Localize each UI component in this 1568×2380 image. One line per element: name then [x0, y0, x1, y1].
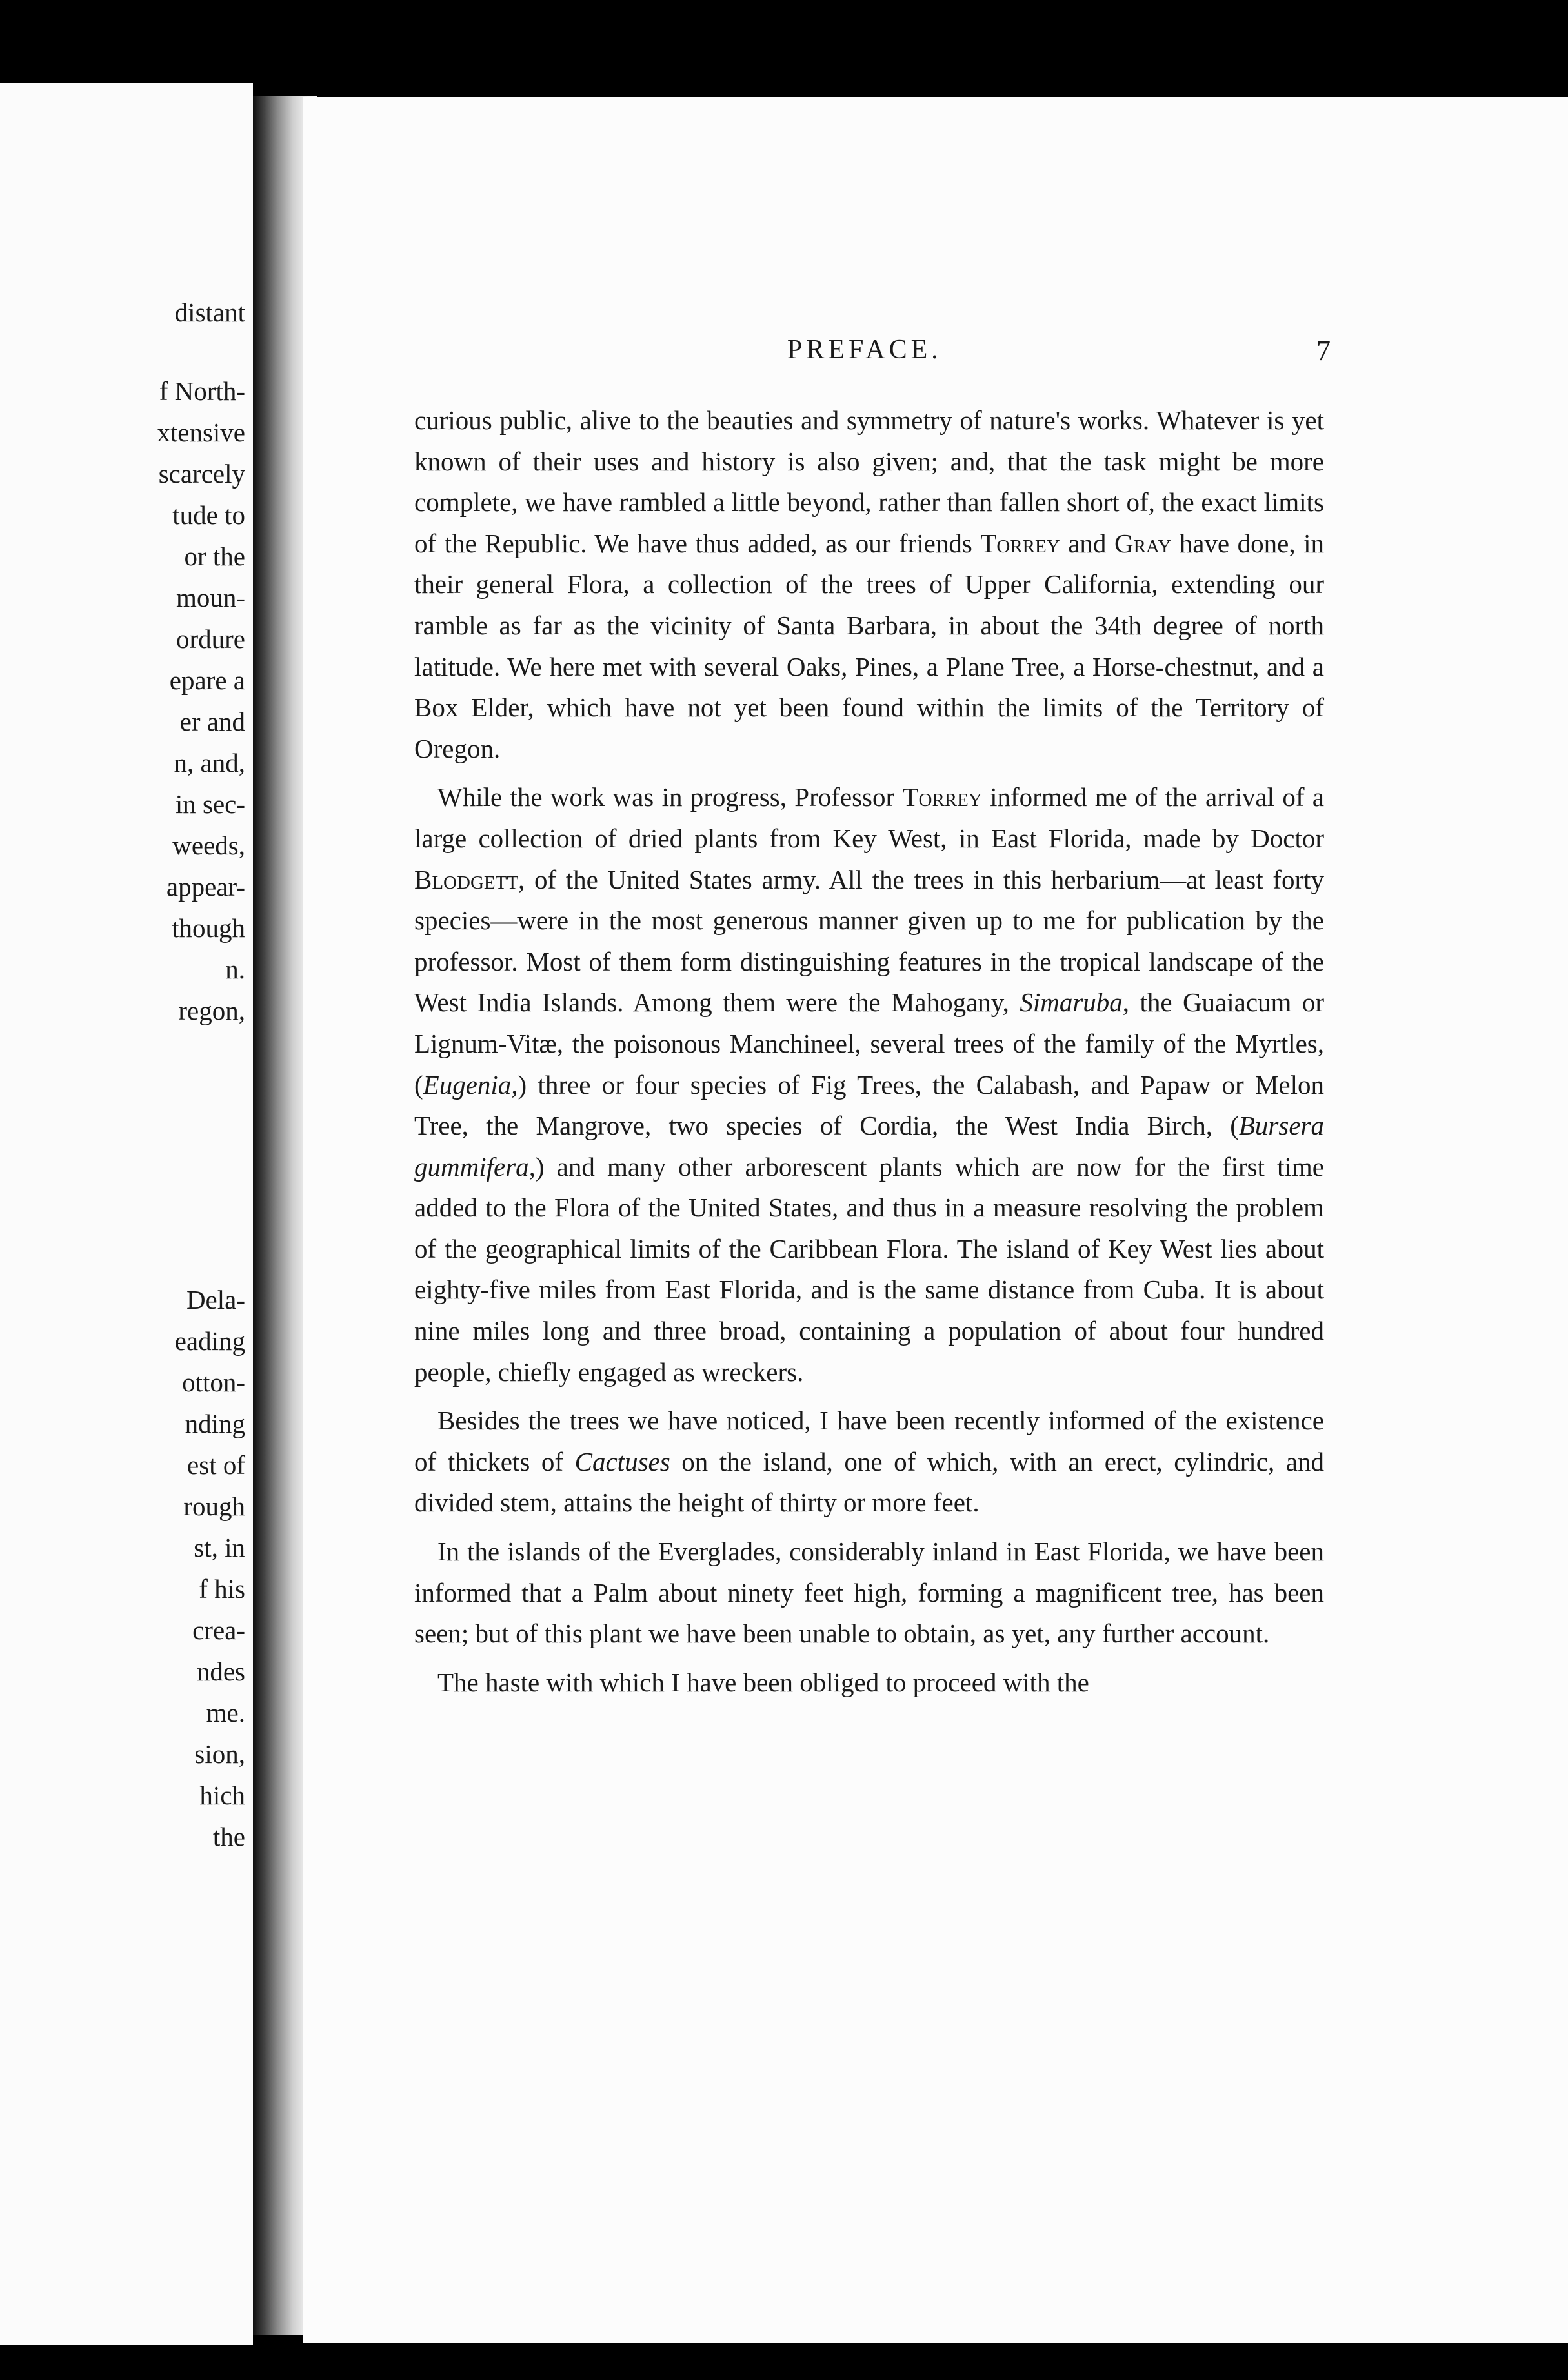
name-torrey: Torrey	[902, 782, 982, 812]
facing-page-fragment: Dela-	[186, 1285, 245, 1315]
facing-page-fragment: hich	[199, 1780, 245, 1810]
facing-page-fragment: ndes	[196, 1657, 245, 1686]
text-block	[414, 400, 1324, 1711]
facing-page-fragment: ordure	[176, 624, 245, 654]
facing-page-fragment: distant	[174, 298, 245, 327]
facing-page-fragment: tude to	[172, 500, 245, 530]
facing-page-fragment: n.	[225, 954, 245, 984]
facing-page-fragment: the	[212, 1822, 245, 1851]
facing-page-fragment: rough	[183, 1491, 245, 1521]
paragraph-1: curious public, alive to the beauties and symmetry of nature's works. Whatever is yet known of their uses and history is also given; and, that the task might be more complete, we have rambled a little beyond, rather than fallen short of, the exact limits of the Republic. We have thus added, as our friends Torrey and Gray have done, in their general Flora, a collection of the trees of Upper California, extending our ramble as far as the vicinity of Santa Barbara, in about the 34th degree of north latitude. We here met with several Oaks, Pines, a Plane Tree, a Horse-chestnut, and a Box Elder, which have not yet been found within the limits of the Territory of Oregon.	[414, 405, 1325, 763]
facing-page-fragment: though	[172, 913, 245, 943]
facing-page-fragment: scarcely	[158, 459, 245, 489]
taxon-cactuses: Cactuses	[574, 1446, 670, 1477]
taxon-simaruba: Simaruba	[1020, 987, 1123, 1018]
page-header	[303, 334, 1568, 373]
facing-page-fragment: nding	[185, 1409, 245, 1438]
facing-page-fragment: xtensive	[157, 418, 245, 447]
name-gray: Gray	[1114, 528, 1172, 558]
facing-page-fragment: or the	[184, 541, 245, 571]
facing-page-fragment: n, and,	[174, 748, 245, 778]
facing-page	[0, 83, 253, 2345]
facing-page-fragment: er and	[179, 707, 245, 736]
paragraph-2: While the work was in progress, Professor Torrey informed me of the arrival of a large collection of dried plants from Key West, in East Florida, made by Doctor Blodgett, of the United States army. All the trees in this herbarium—at least forty species—were in the most generous manner given up to me for publication by the professor. Most of them form distinguishing features in the tropical landscape of the West India Islands. Among them were the Mahogany, Simaruba, the Guaiacum or Lignum-Vitæ, the poisonous Manchineel, several trees of the family of the Myrtles, (Eugenia,) three or four species of Fig Trees, the Calabash, and Papaw or Melon Tree, the Mangrove, two species of Cordia, the West India Birch, (Bursera gummifera,) and many other arborescent plants which are now for the first time added to the Flora of the United States, and thus in a measure resolving the problem of the geographical limits of the Caribbean Flora. The island of Key West lies about eighty-five miles from East Florida, and is the same distance from Cuba. It is about nine miles long and three broad, containing a population of about four hundred people, chiefly engaged as wreckers.	[414, 782, 1325, 1387]
paragraph-3: Besides the trees we have noticed, I have been recently informed of the existence of thickets of Cactuses on the island, one of which, with an erect, cylindric, and divided stem, attains the height of thirty or more feet.	[414, 1406, 1324, 1518]
facing-page-fragment: f his	[199, 1574, 245, 1604]
facing-page-fragment: f North-	[159, 376, 245, 406]
facing-page-fragment: regon,	[178, 996, 245, 1025]
paragraph-4: In the islands of the Everglades, considerably inland in East Florida, we have been informed that a Palm about ninety feet high, forming a magnificent tree, has been seen; but of this plant we have been unable to obtain, as yet, any further account.	[414, 1537, 1324, 1649]
book-page	[303, 97, 1568, 2343]
page-number: 7	[1316, 335, 1331, 367]
facing-page-fragment: otton-	[182, 1367, 245, 1397]
facing-page-fragment: st, in	[194, 1533, 245, 1562]
facing-page-fragment: weeds,	[172, 831, 245, 860]
facing-page-fragment: epare a	[169, 665, 245, 695]
facing-page-fragment: appear-	[166, 872, 245, 902]
facing-page-fragment: eading	[174, 1326, 245, 1356]
facing-page-fragment: me.	[206, 1698, 245, 1728]
facing-page-fragment: est of	[187, 1450, 245, 1480]
name-torrey: Torrey	[980, 528, 1060, 558]
taxon-bursera: Bursera gummifera,	[414, 1111, 1324, 1182]
name-blodgett: Blodgett	[414, 864, 519, 894]
facing-page-fragment: in sec-	[175, 789, 245, 819]
facing-page-fragment: crea-	[192, 1615, 245, 1645]
running-head: PREFACE.	[787, 335, 942, 365]
facing-page-fragment: sion,	[194, 1739, 245, 1769]
taxon-eugenia: Eugenia,	[423, 1069, 518, 1100]
paragraph-5: The haste with which I have been obliged to proceed with the	[437, 1667, 1089, 1697]
facing-page-fragment: moun-	[176, 583, 245, 612]
